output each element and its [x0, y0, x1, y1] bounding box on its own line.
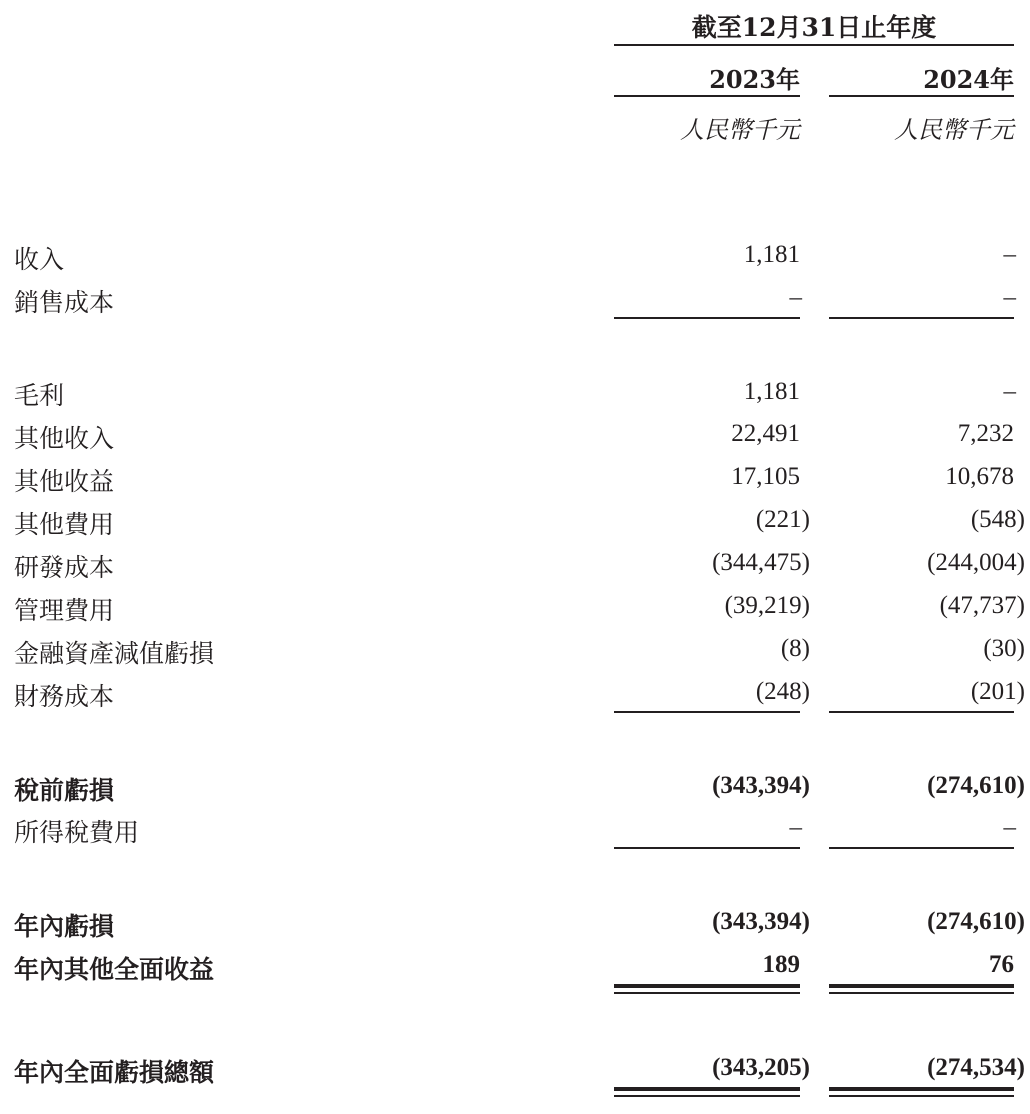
value-2024-impairment-losses: (30) [983, 635, 1025, 662]
double-underline-top-2023 [614, 984, 800, 988]
value-2023-loss-for-year: (343,394) [712, 908, 810, 935]
value-2024-total-comprehensive-loss: (274,534) [927, 1054, 1025, 1081]
double-underline-top-2024 [829, 984, 1014, 988]
value-2023-total-comprehensive-loss: (343,205) [712, 1054, 810, 1081]
value-2023-gross-profit: 1,181 [743, 378, 800, 405]
value-2024-other-income: 7,232 [957, 420, 1014, 447]
row-label-gross-profit: 毛利 [14, 381, 65, 410]
subtotal-line-2023 [614, 317, 800, 319]
value-2023-income-tax: – [789, 814, 802, 841]
value-2023-other-comprehensive-income: 189 [762, 951, 800, 978]
value-2023-other-expenses: (221) [755, 506, 810, 533]
value-2023-revenue: 1,181 [743, 241, 800, 268]
row-label-revenue: 收入 [14, 245, 65, 274]
unit-2023: 人民幣千元 [680, 116, 800, 144]
value-2024-finance-costs: (201) [970, 678, 1025, 705]
value-2023-rd-costs: (344,475) [712, 549, 810, 576]
row-label-loss-for-year: 年內虧損 [14, 912, 115, 941]
double-underline-bottom-2024 [829, 1095, 1014, 1097]
column-year-2024: 2024年 [923, 65, 1014, 94]
value-2024-gross-profit: – [1003, 378, 1016, 405]
row-label-total-comprehensive-loss: 年內全面虧損總額 [14, 1058, 215, 1087]
value-2023-impairment-losses: (8) [780, 635, 810, 662]
value-2023-cost-of-sales: – [789, 284, 802, 311]
row-label-loss-before-tax: 稅前虧損 [14, 776, 115, 805]
value-2024-other-expenses: (548) [970, 506, 1025, 533]
row-label-impairment-losses: 金融資產減值虧損 [14, 639, 215, 668]
column-2023-underline [614, 95, 800, 97]
row-label-finance-costs: 財務成本 [14, 682, 115, 711]
value-2023-other-income: 22,491 [731, 420, 800, 447]
value-2024-loss-for-year: (274,610) [927, 908, 1025, 935]
value-2024-other-comprehensive-income: 76 [989, 951, 1014, 978]
row-label-other-expenses: 其他費用 [14, 510, 115, 539]
value-2023-finance-costs: (248) [755, 678, 810, 705]
double-underline-top-2023 [614, 1087, 800, 1091]
value-2024-cost-of-sales: – [1003, 284, 1016, 311]
subtotal-line-2024 [829, 317, 1014, 319]
subtotal-line-2024 [829, 847, 1014, 849]
unit-2024: 人民幣千元 [894, 116, 1014, 144]
subtotal-line-2023 [614, 711, 800, 713]
row-label-other-comprehensive-income: 年內其他全面收益 [14, 955, 215, 984]
row-label-other-gains: 其他收益 [14, 467, 115, 496]
row-label-rd-costs: 研發成本 [14, 553, 115, 582]
double-underline-bottom-2023 [614, 992, 800, 994]
row-label-cost-of-sales: 銷售成本 [14, 288, 115, 317]
value-2024-revenue: – [1003, 241, 1016, 268]
double-underline-top-2024 [829, 1087, 1014, 1091]
row-label-admin-expenses: 管理費用 [14, 596, 115, 625]
value-2023-loss-before-tax: (343,394) [712, 772, 810, 799]
column-year-2023: 2023年 [709, 65, 800, 94]
value-2024-rd-costs: (244,004) [927, 549, 1025, 576]
row-label-other-income: 其他收入 [14, 424, 115, 453]
row-label-income-tax: 所得稅費用 [14, 818, 140, 847]
double-underline-bottom-2024 [829, 992, 1014, 994]
subtotal-line-2023 [614, 847, 800, 849]
column-2024-underline [829, 95, 1014, 97]
value-2024-income-tax: – [1003, 814, 1016, 841]
subtotal-line-2024 [829, 711, 1014, 713]
value-2024-loss-before-tax: (274,610) [927, 772, 1025, 799]
value-2023-other-gains: 17,105 [731, 463, 800, 490]
period-heading: 截至12月31日止年度 [691, 13, 937, 42]
value-2024-admin-expenses: (47,737) [939, 592, 1025, 619]
value-2023-admin-expenses: (39,219) [724, 592, 810, 619]
period-underline [614, 44, 1014, 46]
value-2024-other-gains: 10,678 [945, 463, 1014, 490]
double-underline-bottom-2023 [614, 1095, 800, 1097]
